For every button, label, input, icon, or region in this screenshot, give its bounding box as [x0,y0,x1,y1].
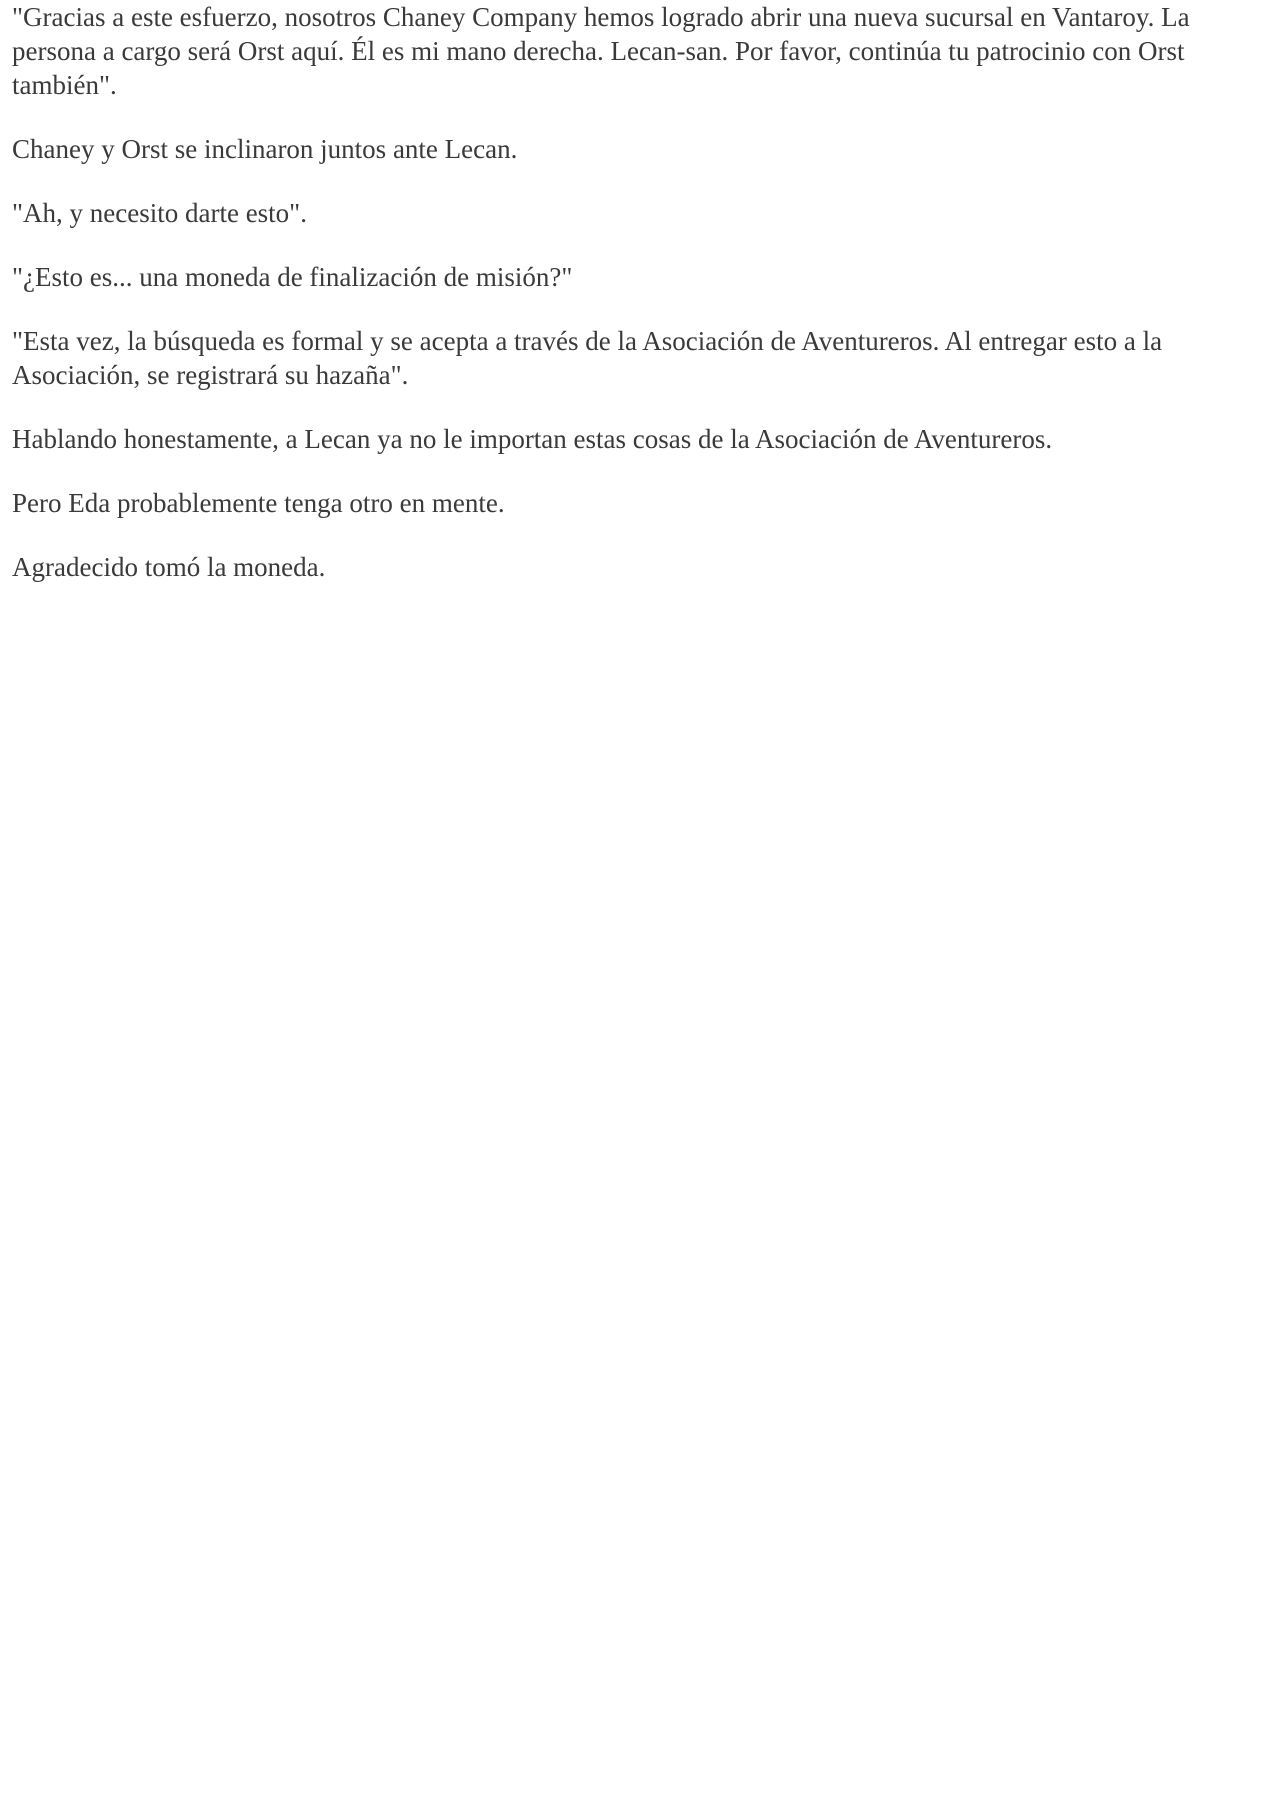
paragraph: "Ah, y necesito darte esto". [12,198,307,228]
paragraph: Chaney y Orst se inclinaron juntos ante Lecan. [12,134,518,164]
paragraph: "Esta vez, la búsqueda es formal y se acepta a través de la Asociación de Aventureros. Al entregar esto a la Asociación, se registrará su hazaña". [12,326,1163,390]
paragraph: "Gracias a este esfuerzo, nosotros Chaney Company hemos logrado abrir una nueva sucursal en Vantaroy. La persona a cargo será Orst aquí. Él es mi mano derecha. Lecan-san. Por favor, continúa tu patrocinio con Orst también". [12,2,1190,100]
paragraph: "¿Esto es... una moneda de finalización de misión?" [12,262,573,292]
paragraph: Pero Eda probablemente tenga otro en mente. [12,488,505,518]
document-body [12,0,1268,584]
paragraph: Hablando honestamente, a Lecan ya no le importan estas cosas de la Asociación de Aventureros. [12,424,1053,454]
paragraph: Agradecido tomó la moneda. [12,552,326,582]
